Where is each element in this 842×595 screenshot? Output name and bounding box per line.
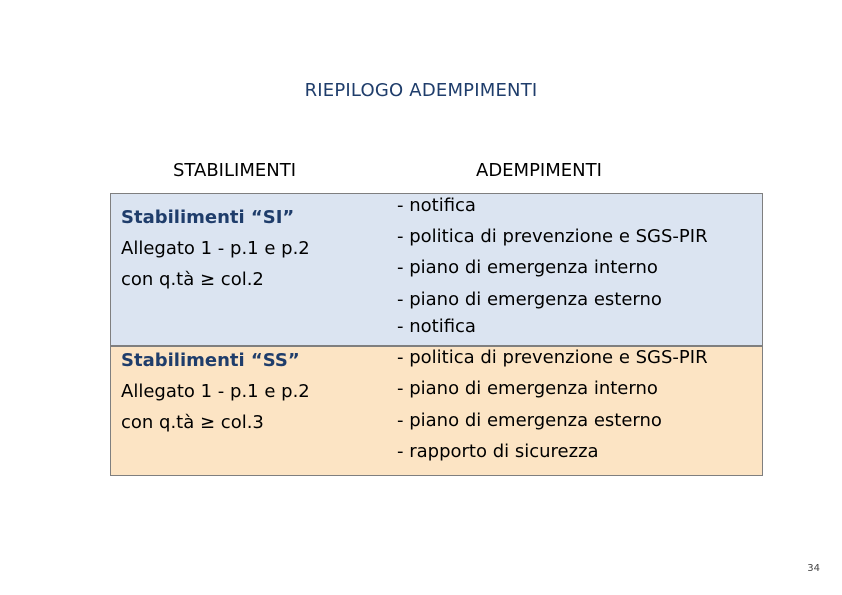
block-line: Allegato 1 - p.1 e p.2: [121, 381, 310, 402]
block-title: Stabilimenti “SS”: [121, 350, 300, 371]
block-label: [121, 345, 310, 438]
column-header-stabilimenti: STABILIMENTI: [173, 160, 297, 181]
list-item: - notifica: [397, 316, 476, 337]
list-item: - rapporto di sicurezza: [397, 440, 599, 462]
list-item: - notifica: [397, 195, 476, 216]
list-item: - piano di emergenza interno: [397, 378, 658, 400]
list-item: - piano di emergenza esterno: [397, 288, 662, 310]
list-item: - piano di emergenza esterno: [397, 409, 662, 431]
obligations-list: [397, 190, 708, 315]
list-item: - politica di prevenzione e SGS-PIR: [397, 347, 708, 369]
list-item: - politica di prevenzione e SGS-PIR: [397, 226, 708, 248]
obligations-list: [397, 311, 708, 467]
list-item: - piano di emergenza interno: [397, 257, 658, 279]
block-line: con q.tà ≥ col.2: [121, 269, 264, 290]
block-line: Allegato 1 - p.1 e p.2: [121, 238, 310, 259]
column-header-adempimenti: ADEMPIMENTI: [476, 160, 602, 181]
block-line: con q.tà ≥ col.3: [121, 412, 264, 433]
page-title: RIEPILOGO ADEMPIMENTI: [304, 80, 538, 101]
block-title: Stabilimenti “SI”: [121, 207, 295, 228]
block-stabilimenti-ss: [110, 316, 763, 476]
block-label: [121, 202, 310, 295]
page-number: 34: [807, 563, 820, 574]
